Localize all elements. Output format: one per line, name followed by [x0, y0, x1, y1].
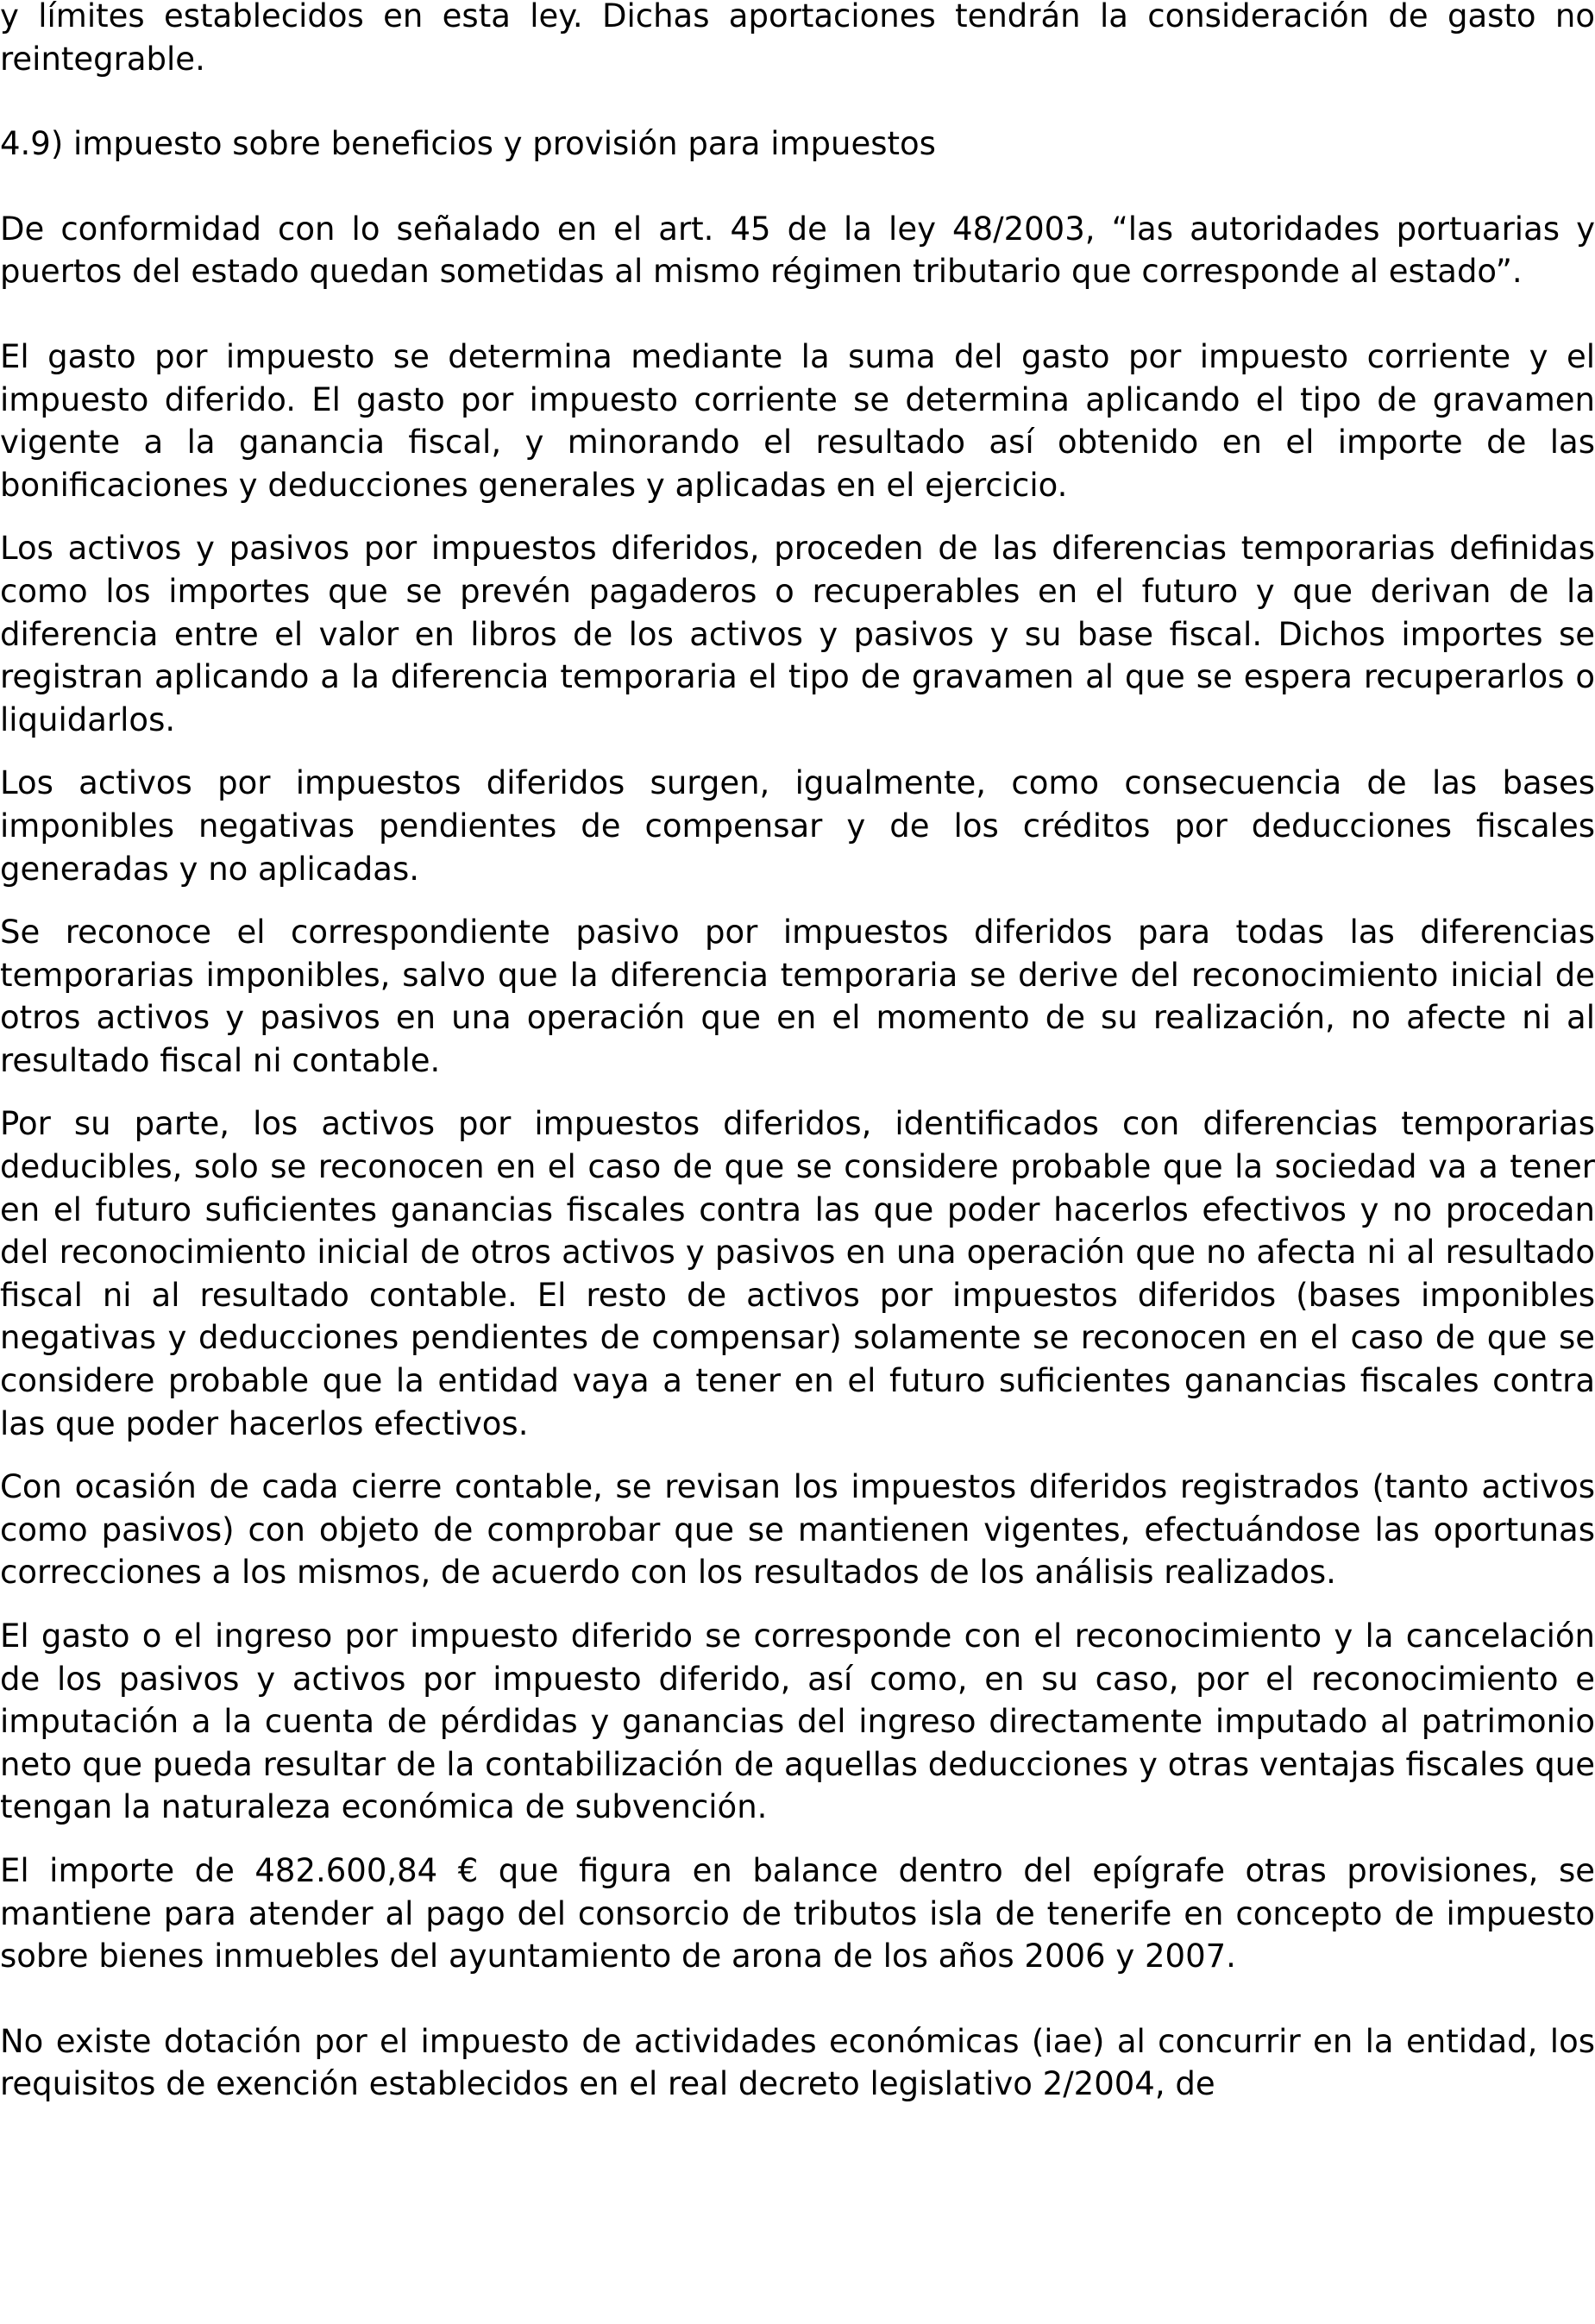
- paragraph-tax-expense: El gasto por impuesto se determina mediante la suma del gasto por impuesto corriente y el impuesto diferido. El gasto por impuesto corriente se determina aplicando el tipo de gravamen vigente a la ganancia fiscal, y minorando el resultado así obtenido en el importe de las bonificaciones y deducciones generales y aplicadas en el ejercicio.: [0, 337, 1595, 504]
- paragraph-closing-review: Con ocasión de cada cierre contable, se revisan los impuestos diferidos registrados (tanto activos como pasivos) con objeto de comprobar que se mantienen vigentes, efectuándose las oportunas correcciones a los mismos, de acuerdo con los resultados de los análisis realizados.: [0, 1468, 1595, 1592]
- paragraph-deferred-assets-liabilities: Los activos y pasivos por impuestos diferidos, proceden de las diferencias temporarias definidas como los importes que se prevén pagaderos o recuperables en el futuro y que derivan de la diferencia entre el valor en libros de los activos y pasivos y su base fiscal. Dichos importes se registran aplicando a la diferencia temporaria el tipo de gravamen al que se espera recuperarlos o liquidarlos.: [0, 530, 1595, 738]
- paragraph-negative-tax-bases: Los activos por impuestos diferidos surgen, igualmente, como consecuencia de las bases imponibles negativas pendientes de compensar y de los créditos por deducciones fiscales generadas y no aplicadas.: [0, 764, 1595, 888]
- paragraph-provision-amount: El importe de 482.600,84 € que figura en balance dentro del epígrafe otras provisiones, se mantiene para atender al pago del consorcio de tributos isla de tenerife en concepto de impuesto sobre bienes inmuebles del ayuntamiento de arona de los años 2006 y 2007.: [0, 1851, 1595, 1975]
- paragraph-deferred-liability-recognition: Se reconoce el correspondiente pasivo por impuestos diferidos para todas las diferencias temporarias imponibles, salvo que la diferencia temporaria se derive del reconocimiento inicial de otros activos y pasivos en una operación que en el momento de su realización, no afecte ni al resultado fiscal ni contable.: [0, 914, 1595, 1079]
- paragraph-deferred-expense-income: El gasto o el ingreso por impuesto diferido se corresponde con el reconocimiento y la cancelación de los pasivos y activos por impuesto diferido, así como, en su caso, por el reconocimiento e imputación a la cuenta de pérdidas y ganancias del ingreso directamente imputado al patrimonio neto que pueda resultar de la contabilización de aquellas deducciones y otras ventajas fiscales que tengan la naturaleza económica de subvención.: [0, 1617, 1595, 1826]
- paragraph-contributions-end: y límites establecidos en esta ley. Dichas aportaciones tendrán la consideración de gasto no reintegrable.: [0, 0, 1595, 78]
- paragraph-deferred-asset-recognition: Por su parte, los activos por impuestos diferidos, identificados con diferencias temporarias deducibles, solo se reconocen en el caso de que se considere probable que la sociedad va a tener en el futuro suficientes ganancias fiscales contra las que poder hacerlos efectivos y no procedan del reconocimiento inicial de otros activos y pasivos en una operación que no afecta ni al resultado fiscal ni al resultado contable. El resto de activos por impuestos diferidos (bases imponibles negativas y deducciones pendientes de compensar) solamente se reconocen en el caso de que se considere probable que la entidad vaya a tener en el futuro suficientes ganancias fiscales contra las que poder hacerlos efectivos.: [0, 1105, 1595, 1442]
- paragraph-iae-exemption: No existe dotación por el impuesto de actividades económicas (iae) al concurrir en la entidad, los requisitos de exención establecidos en el real decreto legislativo 2/2004, de: [0, 2022, 1595, 2103]
- paragraph-legal-basis: De conformidad con lo señalado en el art. 45 de la ley 48/2003, “las autoridades portuarias y puertos del estado quedan sometidas al mismo régimen tributario que corresponde al estado”.: [0, 210, 1595, 291]
- section-heading-4-9: 4.9) impuesto sobre beneficios y provisión para impuestos: [0, 125, 936, 163]
